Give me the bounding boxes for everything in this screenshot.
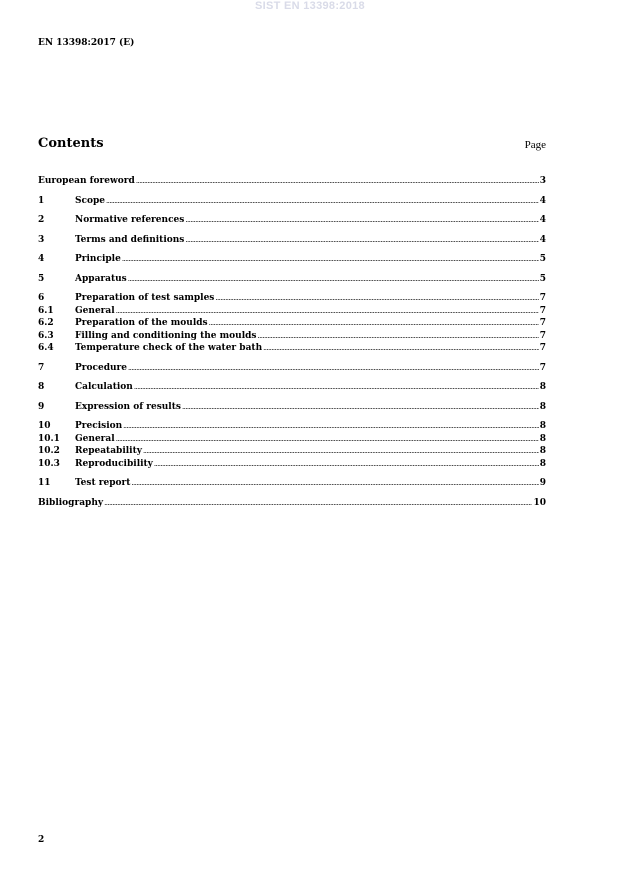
toc-entry-page: 8 xyxy=(539,458,546,469)
toc-entry[interactable] xyxy=(38,305,546,318)
toc-entry-page: 4 xyxy=(539,195,546,206)
toc-entry[interactable] xyxy=(38,214,546,227)
toc-entry[interactable] xyxy=(38,445,546,458)
toc-entry-title: Calculation xyxy=(75,382,133,392)
toc-entry-page: 5 xyxy=(539,254,546,264)
toc-entry-title: Filling and conditioning the moulds xyxy=(75,330,257,341)
toc-entry-number: 6.2 xyxy=(38,318,54,328)
toc-entry-page: 8 xyxy=(539,382,546,392)
toc-entry-title: Normative references xyxy=(75,215,185,225)
toc-dot-leader xyxy=(104,497,532,510)
toc-entry-number: 10.3 xyxy=(38,458,60,469)
toc-entry-page: 3 xyxy=(539,176,546,186)
toc-dot-leader xyxy=(258,330,539,343)
toc-entry[interactable] xyxy=(38,477,546,490)
toc-dot-leader xyxy=(116,433,539,446)
toc-entry-page: 8 xyxy=(539,401,546,412)
toc-entry-title: Temperature check of the water bath xyxy=(75,343,263,353)
toc-entry-number: 7 xyxy=(38,362,45,373)
toc-entry-page: 7 xyxy=(539,362,546,373)
toc-entry-page: 7 xyxy=(539,305,546,316)
toc-dot-leader xyxy=(185,234,538,247)
toc-entry[interactable] xyxy=(38,433,546,446)
page-column-label: Page xyxy=(524,139,546,151)
toc-entry[interactable] xyxy=(38,273,546,286)
toc-dot-leader xyxy=(128,362,539,375)
toc-dot-leader xyxy=(131,477,538,490)
page-number: 2 xyxy=(38,835,45,845)
toc-dot-leader xyxy=(136,175,539,188)
toc-entry-title: Procedure xyxy=(75,362,128,373)
toc-dot-leader xyxy=(123,420,539,433)
toc-entry-page: 10 xyxy=(533,497,546,508)
toc-dot-leader xyxy=(116,305,539,318)
toc-entry-page: 9 xyxy=(539,478,546,488)
toc-entry-title: General xyxy=(75,433,115,444)
toc-entry-number: 2 xyxy=(38,215,45,225)
toc-entry-title: Preparation of test samples xyxy=(75,293,215,303)
toc-entry[interactable] xyxy=(38,342,546,355)
toc-entry-number: 1 xyxy=(38,195,45,206)
document-id: EN 13398:2017 (E) xyxy=(38,38,135,48)
toc-dot-leader xyxy=(128,273,539,286)
toc-entry-title: Reproducibility xyxy=(75,458,153,469)
toc-entry[interactable] xyxy=(38,234,546,247)
toc-entry[interactable] xyxy=(38,330,546,343)
toc-dot-leader xyxy=(134,381,539,394)
toc-entry-title: Scope xyxy=(75,195,106,206)
toc-entry-title: European foreword xyxy=(38,176,135,186)
toc-entry[interactable] xyxy=(38,458,546,471)
toc-entry-page: 7 xyxy=(539,343,546,353)
toc-entry[interactable] xyxy=(38,292,546,305)
toc-entry[interactable] xyxy=(38,497,546,510)
watermark: SIST EN 13398:2018 xyxy=(255,0,365,12)
toc-entry-page: 4 xyxy=(539,215,546,225)
toc-entry-title: Expression of results xyxy=(75,401,181,412)
toc-entry-title: Principle xyxy=(75,254,121,264)
toc-dot-leader xyxy=(143,445,539,458)
toc-entry-title: Precision xyxy=(75,421,123,431)
toc-entry-page: 8 xyxy=(539,446,546,456)
toc-dot-leader xyxy=(182,401,539,414)
toc-entry-page: 7 xyxy=(539,293,546,303)
toc-dot-leader xyxy=(106,195,539,208)
toc-entry[interactable] xyxy=(38,362,546,375)
toc-entry-title: Preparation of the moulds xyxy=(75,318,208,328)
toc-entry-title: Repeatability xyxy=(75,446,142,456)
toc-dot-leader xyxy=(154,458,539,471)
toc-entry-title: Apparatus xyxy=(75,273,127,284)
toc-entry-number: 5 xyxy=(38,273,45,284)
toc-entry-number: 8 xyxy=(38,382,45,392)
toc-dot-leader xyxy=(215,292,538,305)
toc-entry-page: 7 xyxy=(539,318,546,328)
toc-entry-number: 3 xyxy=(38,234,45,245)
toc-entry-number: 10 xyxy=(38,421,51,431)
toc-dot-leader xyxy=(185,214,538,227)
toc-entry-page: 8 xyxy=(539,433,546,444)
toc-dot-leader xyxy=(263,342,539,355)
toc-entry-title: General xyxy=(75,305,115,316)
toc-entry-page: 4 xyxy=(539,234,546,245)
toc-entry-number: 10.2 xyxy=(38,446,60,456)
toc-entry-number: 9 xyxy=(38,401,45,412)
toc-entry[interactable] xyxy=(38,195,546,208)
toc-entry[interactable] xyxy=(38,420,546,433)
toc-entry-number: 11 xyxy=(38,478,51,488)
toc-entry-page: 8 xyxy=(539,421,546,431)
toc-entry[interactable] xyxy=(38,401,546,414)
toc-entry-title: Test report xyxy=(75,478,131,488)
toc-entry[interactable] xyxy=(38,317,546,330)
toc-entry[interactable] xyxy=(38,381,546,394)
toc-entry-number: 4 xyxy=(38,254,45,264)
toc-entry-number: 6 xyxy=(38,293,45,303)
toc-dot-leader xyxy=(209,317,539,330)
toc-entry[interactable] xyxy=(38,253,546,266)
toc-entry-page: 7 xyxy=(539,330,546,341)
toc-entry-number: 6.1 xyxy=(38,305,54,316)
toc-entry-page: 5 xyxy=(539,273,546,284)
contents-title: Contents xyxy=(38,136,104,151)
toc-entry-title: Bibliography xyxy=(38,497,104,508)
table-of-contents xyxy=(38,175,546,509)
toc-entry-number: 6.3 xyxy=(38,330,54,341)
toc-entry-number: 6.4 xyxy=(38,343,54,353)
toc-entry[interactable] xyxy=(38,175,546,188)
toc-dot-leader xyxy=(122,253,539,266)
toc-entry-title: Terms and definitions xyxy=(75,234,185,245)
toc-entry-number: 10.1 xyxy=(38,433,60,444)
